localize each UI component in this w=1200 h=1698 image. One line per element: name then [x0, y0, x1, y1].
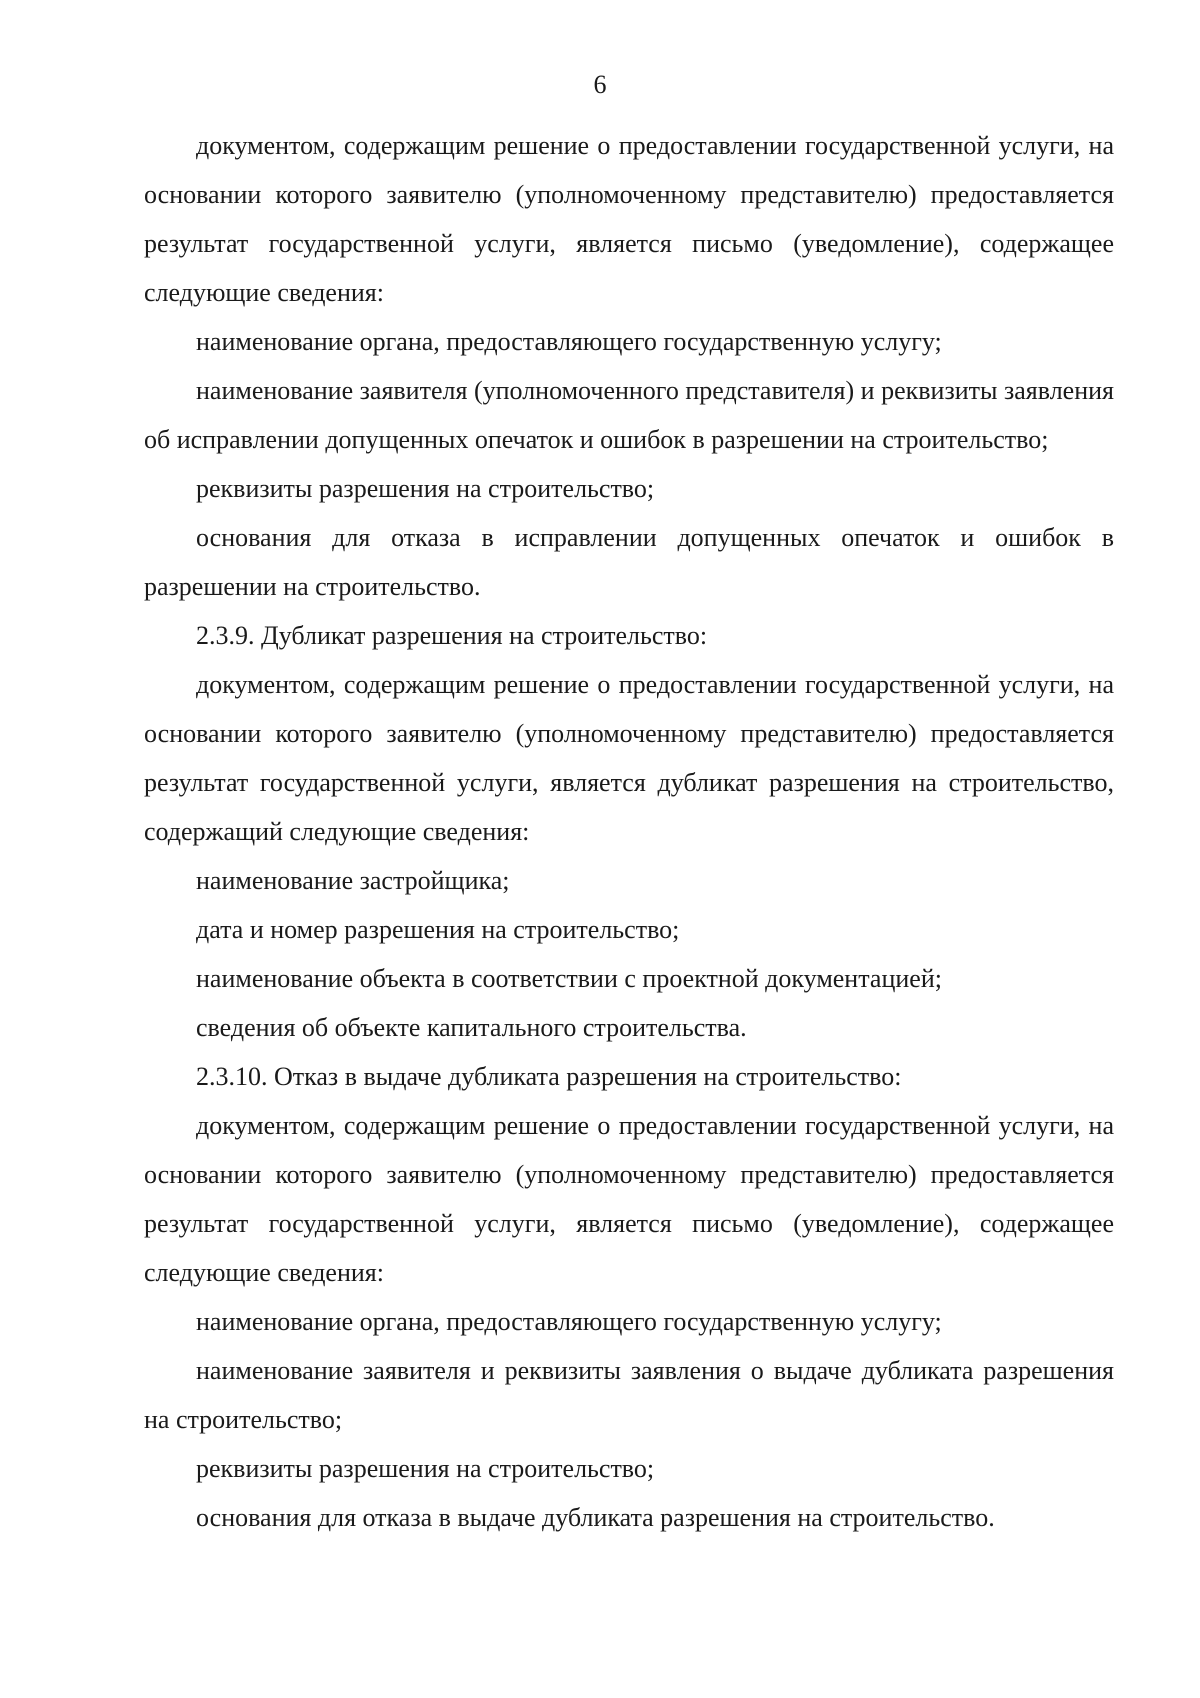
paragraph: документом, содержащим решение о предоставлении государственной услуги, на основании которого заявителю (уполномоченному представителю) предоставляется результат государственной услуги, является письмо (уведомление), содержащее следующие сведения:: [144, 131, 1114, 307]
paragraph: документом, содержащим решение о предоставлении государственной услуги, на основании которого заявителю (уполномоченному представителю) предоставляется результат государственной услуги, является письмо (уведомление), содержащее следующие сведения:: [144, 1111, 1114, 1287]
paragraph: наименование заявителя (уполномоченного представителя) и реквизиты заявления об исправлении допущенных опечаток и ошибок в разрешении на строительство;: [144, 376, 1114, 454]
paragraph: наименование заявителя и реквизиты заявления о выдаче дубликата разрешения на строительство;: [144, 1356, 1114, 1434]
paragraph: дата и номер разрешения на строительство;: [196, 915, 680, 944]
paragraph: основания для отказа в выдаче дубликата разрешения на строительство.: [196, 1503, 995, 1532]
section-heading: 2.3.10. Отказ в выдаче дубликата разрешения на строительство:: [196, 1062, 902, 1091]
paragraph: реквизиты разрешения на строительство;: [196, 474, 655, 503]
page-number: 6: [593, 70, 607, 99]
paragraph: наименование объекта в соответствии с проектной документацией;: [196, 964, 942, 993]
paragraph: документом, содержащим решение о предоставлении государственной услуги, на основании которого заявителю (уполномоченному представителю) предоставляется результат государственной услуги, является дубликат разрешения на строительство, содержащий следующие сведения:: [144, 670, 1114, 846]
section-heading: 2.3.9. Дубликат разрешения на строительство:: [196, 621, 708, 650]
paragraph: сведения об объекте капитального строительства.: [196, 1013, 747, 1042]
paragraph: наименование застройщика;: [196, 866, 510, 895]
paragraph: наименование органа, предоставляющего государственную услугу;: [196, 1307, 942, 1336]
document-body: [144, 121, 1114, 1542]
paragraph: основания для отказа в исправлении допущенных опечаток и ошибок в разрешении на строительство.: [144, 523, 1114, 601]
paragraph: реквизиты разрешения на строительство;: [196, 1454, 655, 1483]
paragraph: наименование органа, предоставляющего государственную услугу;: [196, 327, 942, 356]
